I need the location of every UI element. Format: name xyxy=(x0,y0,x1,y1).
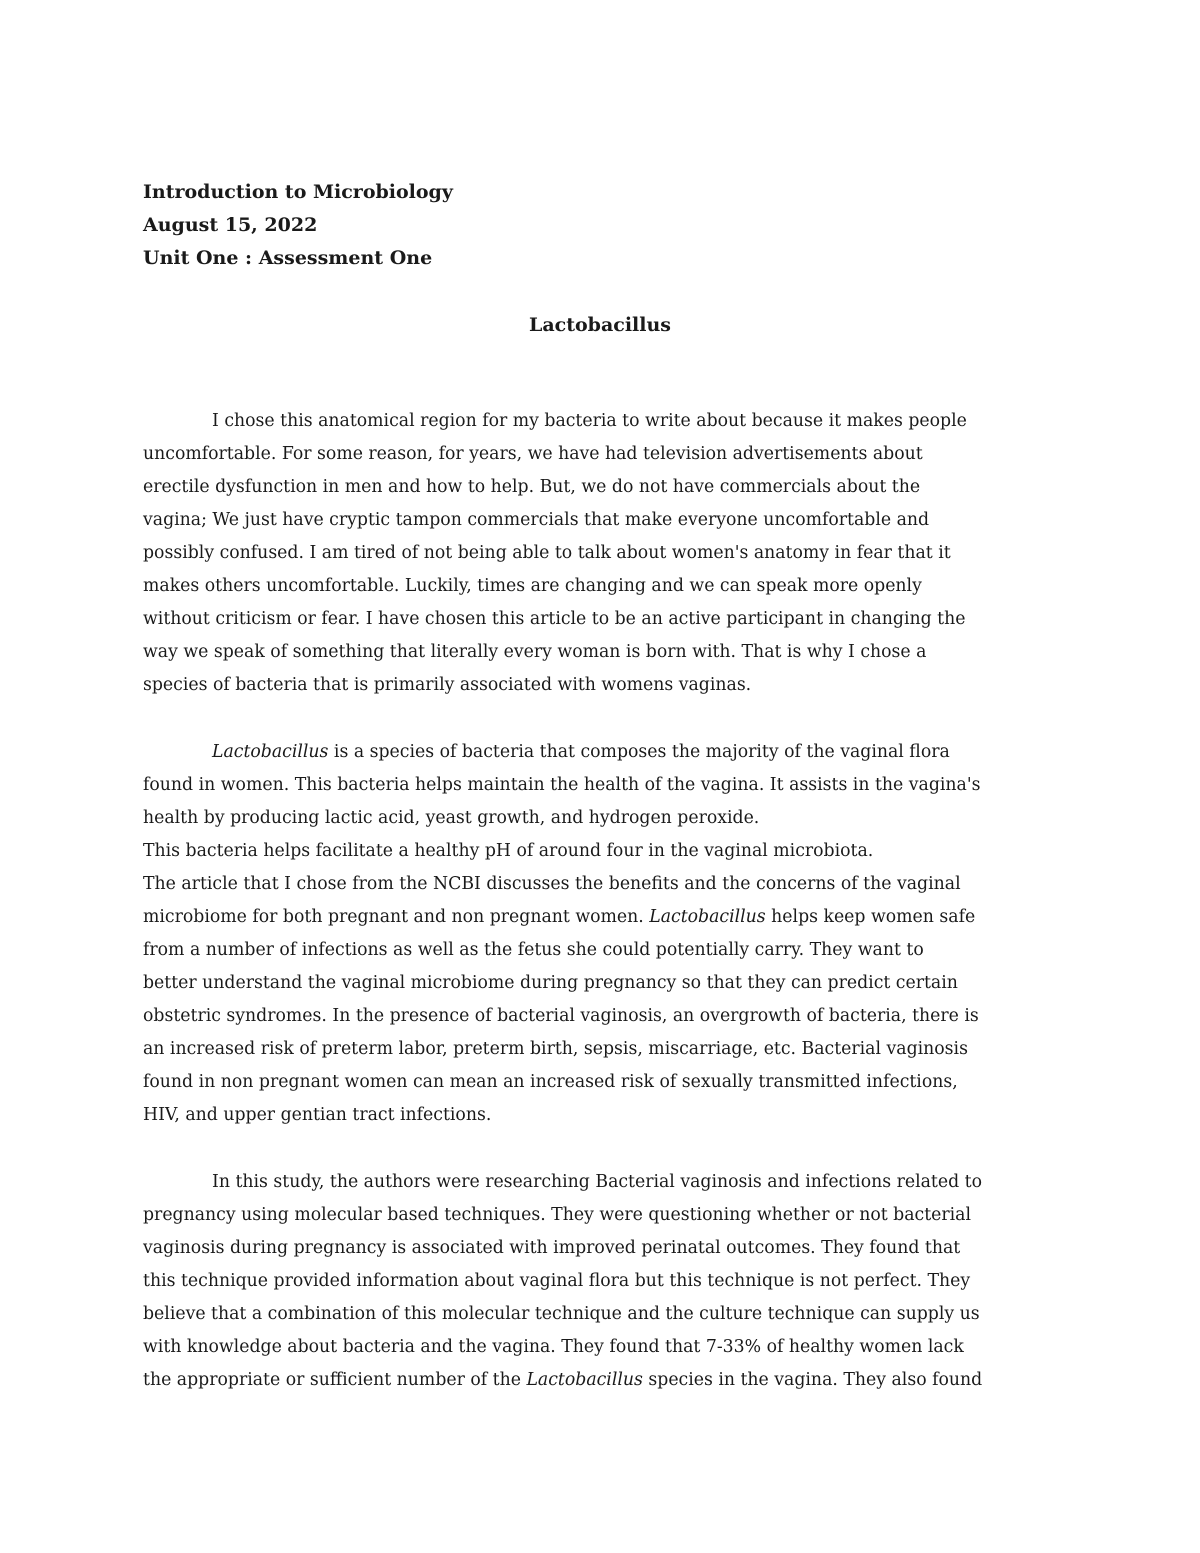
paragraph-line: possibly confused. I am tired of not being able to talk about women's anatomy in fear that it xyxy=(143,543,951,563)
document-date: August 15, 2022 xyxy=(143,214,318,236)
paragraph-line: I chose this anatomical region for my bacteria to write about because it makes people xyxy=(212,411,967,431)
paragraph-line: obstetric syndromes. In the presence of bacterial vaginosis, an overgrowth of bacteria, there is xyxy=(143,1006,979,1026)
paragraph-line xyxy=(143,901,1083,934)
paragraph-study xyxy=(143,1166,1083,1397)
paragraph-line: In this study, the authors were researching Bacterial vaginosis and infections related to xyxy=(212,1172,982,1192)
course-name: Introduction to Microbiology xyxy=(143,181,453,203)
paragraph-line: species of bacteria that is primarily associated with womens vaginas. xyxy=(143,675,752,695)
document-title: Lactobacillus xyxy=(528,314,672,336)
paragraph-line: uncomfortable. For some reason, for years, we have had television advertisements about xyxy=(143,444,923,464)
species-name-italic: Lactobacillus xyxy=(649,907,766,927)
paragraph-text: is a species of bacteria that composes the majority of the vaginal flora xyxy=(328,742,950,762)
paragraph-line: better understand the vaginal microbiome during pregnancy so that they can predict certain xyxy=(143,973,958,993)
paragraph-line: pregnancy using molecular based techniques. They were questioning whether or not bacterial xyxy=(143,1205,971,1225)
assignment-name: Unit One : Assessment One xyxy=(143,247,433,269)
paragraph-text: microbiome for both pregnant and non pregnant women. xyxy=(143,907,650,927)
paragraph-line: HIV, and upper gentian tract infections. xyxy=(143,1105,492,1125)
paragraph-lactobacillus xyxy=(143,736,1083,1132)
paragraph-line: without criticism or fear. I have chosen this article to be an active participant in changing the xyxy=(143,609,966,629)
paragraph-text: the appropriate or sufficient number of the xyxy=(143,1370,527,1390)
paragraph-line: vaginosis during pregnancy is associated with improved perinatal outcomes. They found that xyxy=(143,1238,961,1258)
paragraph-text: species in the vagina. They also found xyxy=(642,1370,983,1390)
paragraph-line: from a number of infections as well as the fetus she could potentially carry. They want to xyxy=(143,940,924,960)
paragraph-line: makes others uncomfortable. Luckily, times are changing and we can speak more openly xyxy=(143,576,922,596)
paragraph-line: health by producing lactic acid, yeast growth, and hydrogen peroxide. xyxy=(143,808,760,828)
paragraph-line: found in women. This bacteria helps maintain the health of the vagina. It assists in the vagina's xyxy=(143,775,981,795)
paragraph-intro xyxy=(143,405,1083,702)
species-name-italic: Lactobacillus xyxy=(526,1370,643,1390)
paragraph-line xyxy=(143,736,1083,769)
paragraph-line: erectile dysfunction in men and how to help. But, we do not have commercials about the xyxy=(143,477,921,497)
document-header xyxy=(143,176,453,275)
paragraph-line: found in non pregnant women can mean an increased risk of sexually transmitted infections, xyxy=(143,1072,958,1092)
paragraph-line: This bacteria helps facilitate a healthy pH of around four in the vaginal microbiota. xyxy=(143,841,874,861)
paragraph-line: an increased risk of preterm labor, preterm birth, sepsis, miscarriage, etc. Bacterial vaginosis xyxy=(143,1039,968,1059)
paragraph-line: believe that a combination of this molecular technique and the culture technique can supply us xyxy=(143,1304,980,1324)
species-name-italic: Lactobacillus xyxy=(212,742,329,762)
paragraph-line: The article that I chose from the NCBI discusses the benefits and the concerns of the vaginal xyxy=(143,874,961,894)
paragraph-line: way we speak of something that literally every woman is born with. That is why I chose a xyxy=(143,642,927,662)
paragraph-text: helps keep women safe xyxy=(765,907,976,927)
paragraph-line: vagina; We just have cryptic tampon commercials that make everyone uncomfortable and xyxy=(143,510,930,530)
paragraph-line: with knowledge about bacteria and the vagina. They found that 7-33% of healthy women lack xyxy=(143,1337,964,1357)
paragraph-line: this technique provided information about vaginal flora but this technique is not perfect. They xyxy=(143,1271,971,1291)
paragraph-line xyxy=(143,1364,1083,1397)
